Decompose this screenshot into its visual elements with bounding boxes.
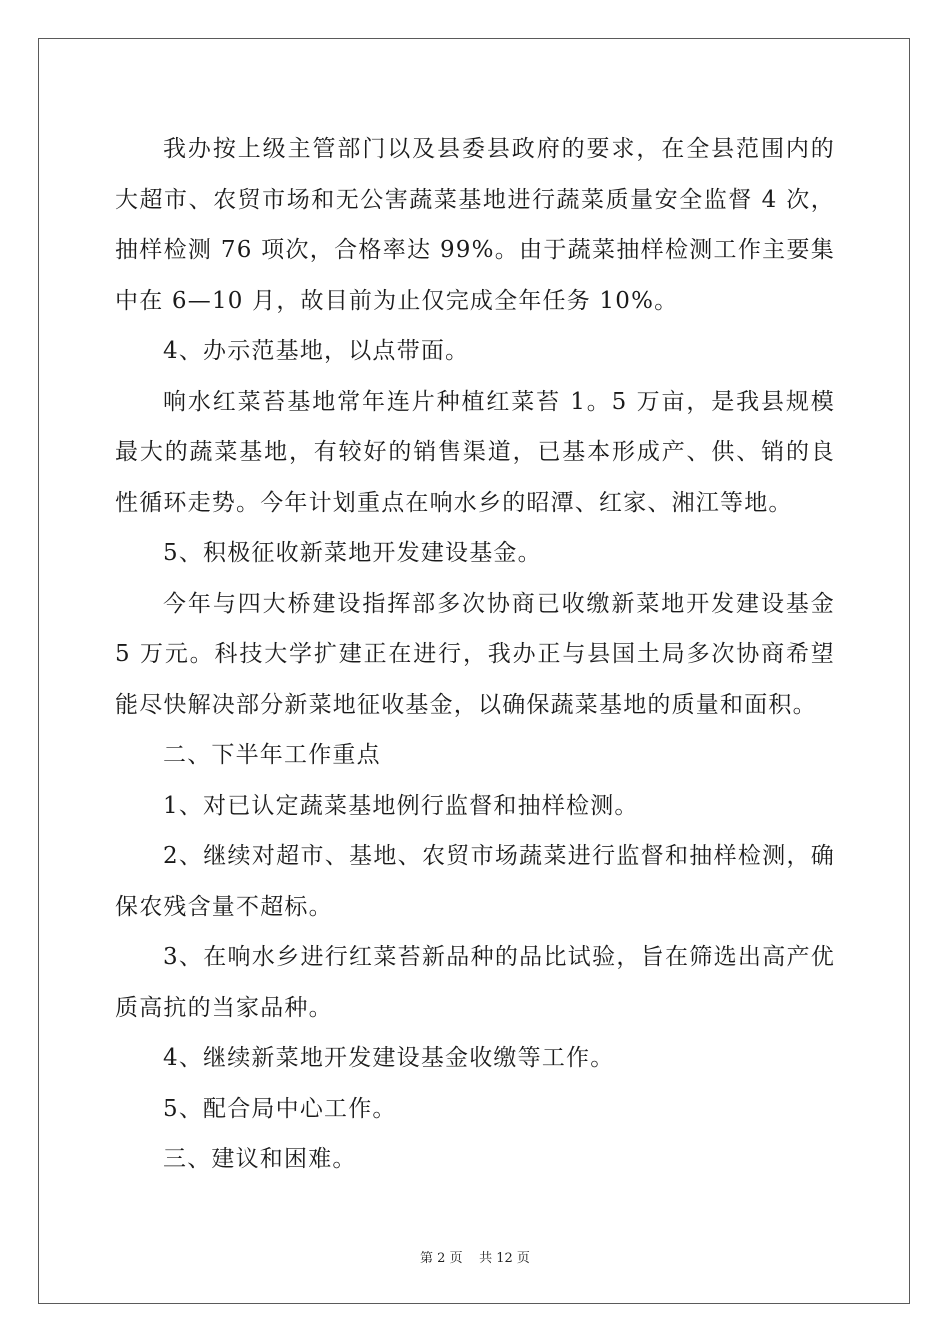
section-heading-suggestions: 三、建议和困难。 (163, 1146, 357, 1172)
list-item-2: 2、继续对超市、基地、农贸市场蔬菜进行监督和抽样检测，确保农残含量不超标。 (115, 843, 835, 920)
paragraph-fund-details: 今年与四大桥建设指挥部多次协商已收缴新菜地开发建设基金 5 万元。科技大学扩建正在进行，我办正与县国土局多次协商希望能尽快解决部分新菜地征收基金，以确保蔬菜基地的质量和面积。 (115, 590, 835, 718)
list-item-1: 1、对已认定蔬菜基地例行监督和抽样检测。 (163, 792, 639, 819)
page-total: 共 12 页 (479, 1251, 530, 1266)
paragraph-xiangshui-base: 响水红菜苔基地常年连片种植红菜苔 1。5 万亩，是我县规模最大的蔬菜基地，有较好的销售渠道，已基本形成产、供、销的良性循环走势。今年计划重点在响水乡的昭潭、红家、湘江等地。 (115, 388, 835, 516)
list-item-3: 3、在响水乡进行红菜苔新品种的品比试验，旨在筛选出高产优质高抗的当家品种。 (115, 944, 835, 1021)
document-body (115, 124, 835, 1185)
paragraph-heading-demo-base: 4、办示范基地，以点带面。 (163, 338, 470, 364)
list-item-4: 4、继续新菜地开发建设基金收缴等工作。 (163, 1045, 615, 1071)
paragraph-inspection-summary: 我办按上级主管部门以及县委县政府的要求，在全县范围内的大超市、农贸市场和无公害蔬菜基地进行蔬菜质量安全监督 4 次，抽样检测 76 项次，合格率达 99%。由于蔬菜抽样检测工作主要集中在 6—10 月，故目前为止仅完成全年任务 10%。 (115, 136, 835, 314)
page-footer (0, 1247, 950, 1266)
list-item-5: 5、配合局中心工作。 (163, 1095, 397, 1122)
page-number: 第 2 页 (420, 1251, 463, 1266)
section-heading-second-half: 二、下半年工作重点 (163, 742, 381, 768)
paragraph-heading-fund: 5、积极征收新菜地开发建设基金。 (163, 540, 542, 566)
